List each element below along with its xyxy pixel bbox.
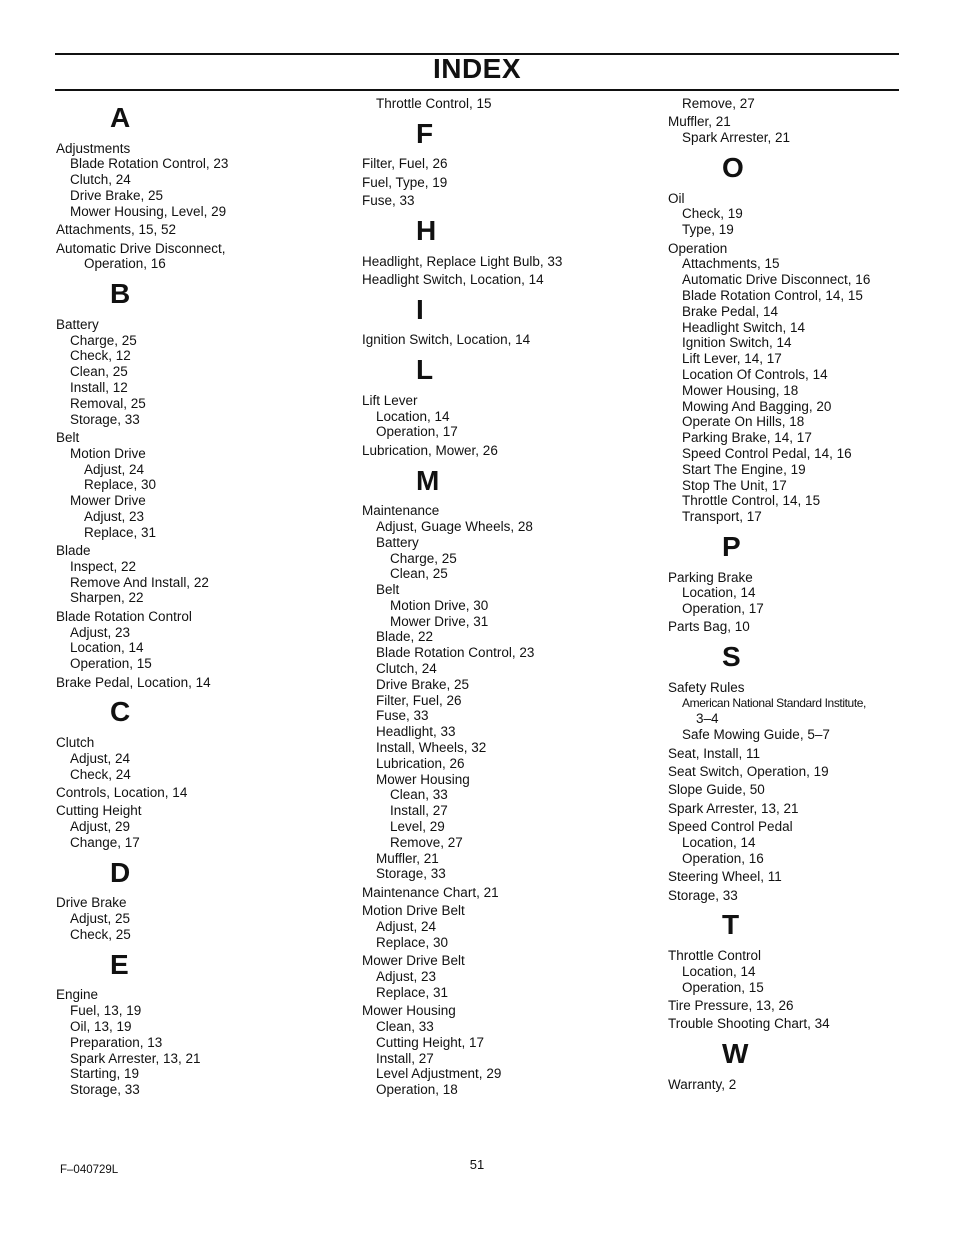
- index-subentry: Operation, 17: [682, 601, 764, 617]
- index-subentry: Parking Brake, 14, 17: [682, 430, 812, 446]
- index-subentry: Drive Brake, 25: [376, 676, 470, 692]
- index-subentry: Install, 27: [376, 1050, 434, 1066]
- index-subentry: Starting, 19: [70, 1066, 140, 1082]
- index-entry: Cutting Height: [56, 803, 142, 819]
- index-subentry: Adjust, 23: [70, 624, 131, 640]
- index-entry: Headlight, Replace Light Bulb, 33: [362, 253, 563, 269]
- index-entry: Safety Rules: [668, 679, 745, 695]
- index-entry: Spark Arrester, 13, 21: [668, 800, 799, 816]
- index-subentry: Throttle Control, 14, 15: [682, 493, 821, 509]
- index-subentry: Headlight Switch, 14: [682, 319, 806, 335]
- index-entry: Trouble Shooting Chart, 34: [668, 1016, 830, 1032]
- index-subentry: Adjust, Guage Wheels, 28: [376, 518, 533, 534]
- index-entry: Battery: [56, 316, 99, 332]
- index-entry: Throttle Control: [668, 947, 762, 963]
- index-entry: Muffler, 21: [668, 114, 731, 130]
- index-subentry: Adjust, 29: [70, 819, 131, 835]
- index-column-3: [668, 96, 948, 1093]
- index-subentry: Drive Brake, 25: [70, 187, 164, 203]
- index-entry: Engine: [56, 987, 99, 1003]
- index-column-1: [56, 96, 336, 1098]
- index-entry: Fuse, 33: [362, 193, 415, 209]
- index-subentry: Removal, 25: [70, 395, 146, 411]
- index-subentry: Operation, 15: [682, 979, 764, 995]
- index-subentry: Check, 25: [70, 927, 131, 942]
- index-subentry: Remove And Install, 22: [70, 574, 209, 590]
- index-subentry: Lubrication, 26: [376, 755, 465, 771]
- index-subentry: Check, 24: [70, 766, 131, 782]
- section-letter: T: [722, 909, 740, 941]
- index-subentry: Replace, 30: [376, 934, 449, 950]
- index-subentry: Blade Rotation Control, 23: [376, 645, 535, 661]
- index-subentry: Operation, 15: [70, 656, 152, 672]
- index-subentry: American National Standard Institute,: [682, 695, 866, 710]
- index-subentry: Level, 29: [390, 819, 445, 835]
- index-entry: Attachments, 15, 52: [56, 222, 177, 238]
- index-subentry: Ignition Switch, 14: [682, 335, 792, 351]
- index-subentry: Mower Housing, 18: [682, 382, 799, 398]
- index-subentry: Spark Arrester, 13, 21: [70, 1050, 201, 1066]
- index-subentry: Attachments, 15: [682, 256, 780, 272]
- index-entry: Drive Brake: [56, 895, 127, 911]
- index-subentry: Clean, 33: [376, 1018, 434, 1034]
- index-entry: Maintenance: [362, 503, 440, 519]
- index-subentry: Adjust, 23: [84, 508, 145, 524]
- section-letter: L: [416, 354, 434, 386]
- index-subentry: Mowing And Bagging, 20: [682, 398, 832, 414]
- index-subentry: Blade, 22: [376, 629, 434, 645]
- index-entry: Blade: [56, 543, 91, 559]
- index-subentry: Mower Drive, 31: [390, 613, 489, 629]
- index-subentry: Check, 19: [682, 206, 743, 222]
- index-column-2: [362, 96, 642, 1098]
- index-subentry: Filter, Fuel, 26: [376, 692, 462, 708]
- page-number: 51: [469, 1157, 485, 1172]
- index-subentry: Storage, 33: [376, 866, 446, 882]
- index-subentry: Clutch, 24: [376, 661, 437, 677]
- index-subentry: Adjust, 24: [376, 919, 437, 935]
- index-entry: Motion Drive Belt: [362, 903, 465, 919]
- index-subentry: Replace, 31: [376, 984, 449, 1000]
- index-entry: Brake Pedal, Location, 14: [56, 674, 211, 690]
- index-subentry: Adjust, 23: [376, 969, 437, 984]
- index-subentry: 3–4: [696, 711, 719, 727]
- index-subentry: Preparation, 13: [70, 1034, 163, 1050]
- index-subentry: Replace, 31: [84, 524, 157, 540]
- index-subentry: Blade Rotation Control, 14, 15: [682, 287, 863, 303]
- index-entry: Filter, Fuel, 26: [362, 156, 448, 172]
- index-entry: Slope Guide, 50: [668, 782, 765, 798]
- index-subentry: Headlight, 33: [376, 724, 456, 740]
- section-letter: O: [722, 151, 744, 183]
- index-subentry: Brake Pedal, 14: [682, 303, 779, 319]
- index-subentry: Safe Mowing Guide, 5–7: [682, 727, 830, 743]
- index-subentry: Fuse, 33: [376, 708, 429, 724]
- index-entry: Mower Drive Belt: [362, 953, 465, 969]
- index-entry: Storage, 33: [668, 887, 738, 903]
- index-subentry: Type, 19: [682, 222, 734, 238]
- index-entry: Adjustments: [56, 140, 131, 156]
- index-subentry: Operation, 17: [376, 424, 458, 440]
- index-entry: Headlight Switch, Location, 14: [362, 271, 544, 287]
- index-subentry: Throttle Control, 15: [376, 96, 492, 111]
- section-letter: A: [110, 102, 131, 133]
- section-letter: P: [722, 530, 741, 562]
- index-subentry: Operation, 16: [682, 850, 764, 866]
- section-letter: B: [110, 278, 131, 310]
- index-entry: Speed Control Pedal: [668, 819, 793, 835]
- index-entry: Oil: [668, 190, 685, 206]
- index-subentry: Muffler, 21: [376, 850, 439, 866]
- index-subentry: Stop The Unit, 17: [682, 477, 787, 493]
- index-subentry: Spark Arrester, 21: [682, 130, 791, 146]
- index-entry: Mower Housing: [362, 1003, 456, 1019]
- index-subentry: Storage, 33: [70, 1082, 140, 1098]
- section-letter: F: [416, 117, 434, 149]
- index-subentry: Charge, 25: [390, 550, 457, 566]
- index-subentry: Sharpen, 22: [70, 590, 144, 606]
- index-subentry: Mower Housing, Level, 29: [70, 203, 227, 219]
- section-letter: H: [416, 214, 437, 246]
- section-letter: I: [416, 293, 424, 325]
- index-entry: Automatic Drive Disconnect,: [56, 240, 226, 256]
- index-entry: Blade Rotation Control: [56, 608, 192, 624]
- index-subentry: Belt: [376, 582, 400, 598]
- index-entry: Fuel, Type, 19: [362, 174, 448, 190]
- index-subentry: Speed Control Pedal, 14, 16: [682, 445, 852, 461]
- index-subentry: Start The Engine, 19: [682, 461, 806, 477]
- index-subentry: Check, 12: [70, 348, 131, 364]
- section-letter: M: [416, 464, 440, 496]
- index-subentry: Motion Drive, 30: [390, 597, 489, 613]
- index-entry: Clutch: [56, 735, 95, 751]
- index-subentry: Change, 17: [70, 835, 140, 851]
- index-subentry: Replace, 30: [84, 477, 157, 493]
- index-entry: Seat, Install, 11: [668, 745, 761, 761]
- index-subentry: Fuel, 13, 19: [70, 1003, 142, 1019]
- index-subentry: Location, 14: [682, 963, 756, 979]
- index-subentry: Clutch, 24: [70, 172, 131, 188]
- section-letter: D: [110, 856, 131, 888]
- index-subentry: Clean, 25: [70, 364, 128, 380]
- index-subentry: Install, 27: [390, 803, 448, 819]
- index-subentry: Cutting Height, 17: [376, 1034, 485, 1050]
- index-subentry: Lift Lever, 14, 17: [682, 351, 782, 367]
- index-subentry: Location, 14: [682, 835, 756, 851]
- index-subentry: Remove, 27: [682, 96, 755, 111]
- index-entry: Ignition Switch, Location, 14: [362, 332, 531, 348]
- index-subentry: Automatic Drive Disconnect, 16: [682, 272, 871, 288]
- index-entry: Warranty, 2: [668, 1076, 737, 1092]
- index-subentry: Remove, 27: [390, 834, 463, 850]
- title-underline: [55, 89, 899, 91]
- index-subentry: Oil, 13, 19: [70, 1018, 132, 1034]
- index-subentry: Inspect, 22: [70, 558, 137, 574]
- index-subentry: Clean, 25: [390, 566, 448, 582]
- index-entry: Belt: [56, 429, 80, 445]
- index-entry: Lubrication, Mower, 26: [362, 442, 498, 458]
- index-subentry: Adjust, 24: [70, 750, 131, 766]
- index-subentry: Transport, 17: [682, 509, 762, 525]
- index-subentry: Storage, 33: [70, 411, 140, 427]
- index-subentry: Motion Drive: [70, 445, 146, 461]
- section-letter: E: [110, 948, 129, 980]
- index-subentry: Location, 14: [682, 585, 756, 601]
- index-subentry: Operation, 18: [376, 1082, 458, 1098]
- index-subentry: Operate On Hills, 18: [682, 414, 805, 430]
- index-subentry: Location, 14: [70, 640, 144, 656]
- index-subentry: Battery: [376, 534, 419, 550]
- section-letter: C: [110, 696, 131, 728]
- section-letter: S: [722, 641, 741, 673]
- index-subentry: Adjust, 25: [70, 911, 131, 927]
- section-letter: W: [722, 1038, 749, 1070]
- index-entry: Controls, Location, 14: [56, 785, 188, 801]
- index-subentry: Install, Wheels, 32: [376, 740, 487, 756]
- index-subentry: Mower Housing: [376, 771, 470, 787]
- index-subentry: Adjust, 24: [84, 461, 145, 477]
- index-entry: Steering Wheel, 11: [668, 869, 782, 885]
- index-subentry: Mower Drive: [70, 493, 146, 509]
- index-subentry: Charge, 25: [70, 332, 137, 348]
- page-title: INDEX: [432, 53, 522, 84]
- index-entry: Parts Bag, 10: [668, 619, 750, 635]
- document-code: F–040729L: [60, 1164, 119, 1176]
- index-subentry: Blade Rotation Control, 23: [70, 156, 229, 172]
- index-subentry: Location, 14: [376, 408, 450, 424]
- index-subentry: Clean, 33: [390, 787, 448, 803]
- index-entry: Maintenance Chart, 21: [362, 884, 499, 900]
- index-subentry: Location Of Controls, 14: [682, 366, 828, 382]
- index-entry: Operation: [668, 240, 728, 256]
- index-subentry: Install, 12: [70, 379, 128, 395]
- index-entry: Lift Lever: [362, 392, 418, 408]
- index-entry: Tire Pressure, 13, 26: [668, 997, 794, 1013]
- index-subentry: Level Adjustment, 29: [376, 1066, 502, 1082]
- index-entry: Seat Switch, Operation, 19: [668, 764, 829, 780]
- index-subentry: Operation, 16: [84, 256, 166, 272]
- index-entry: Parking Brake: [668, 569, 753, 585]
